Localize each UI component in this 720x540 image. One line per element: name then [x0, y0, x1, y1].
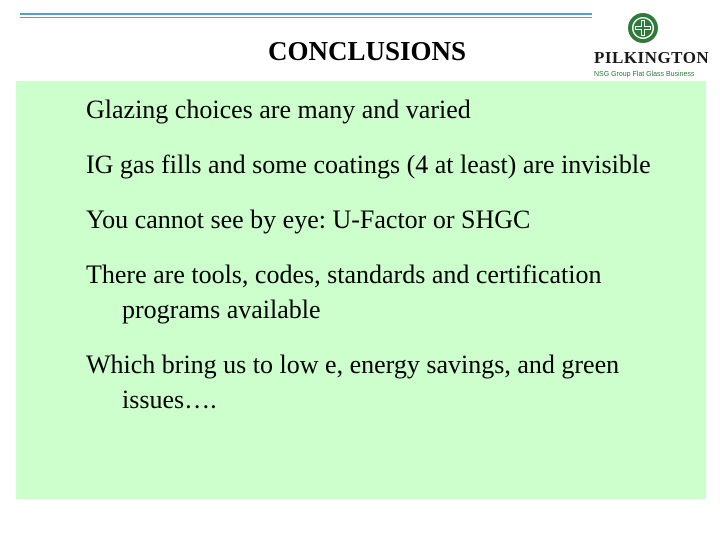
slide-title: CONCLUSIONS — [268, 36, 467, 66]
bullet-list — [86, 92, 696, 437]
header-rule — [20, 13, 592, 18]
pilkington-logo — [590, 12, 710, 82]
bullet-item: You cannot see by eye: U-Factor or SHGC — [86, 205, 531, 234]
bullet-item: IG gas fills and some coatings (4 at least) are invisible — [86, 150, 651, 179]
bullet-item: There are tools, codes, standards and certification programs available — [86, 260, 602, 324]
logo-name: PILKINGTON — [594, 48, 710, 67]
bullet-item: Which bring us to low e, energy savings, and green issues…. — [86, 350, 620, 414]
logo-tagline: NSG Group Flat Glass Business — [594, 71, 695, 78]
bullet-item: Glazing choices are many and varied — [86, 95, 471, 124]
pilkington-emblem-icon — [627, 12, 659, 44]
